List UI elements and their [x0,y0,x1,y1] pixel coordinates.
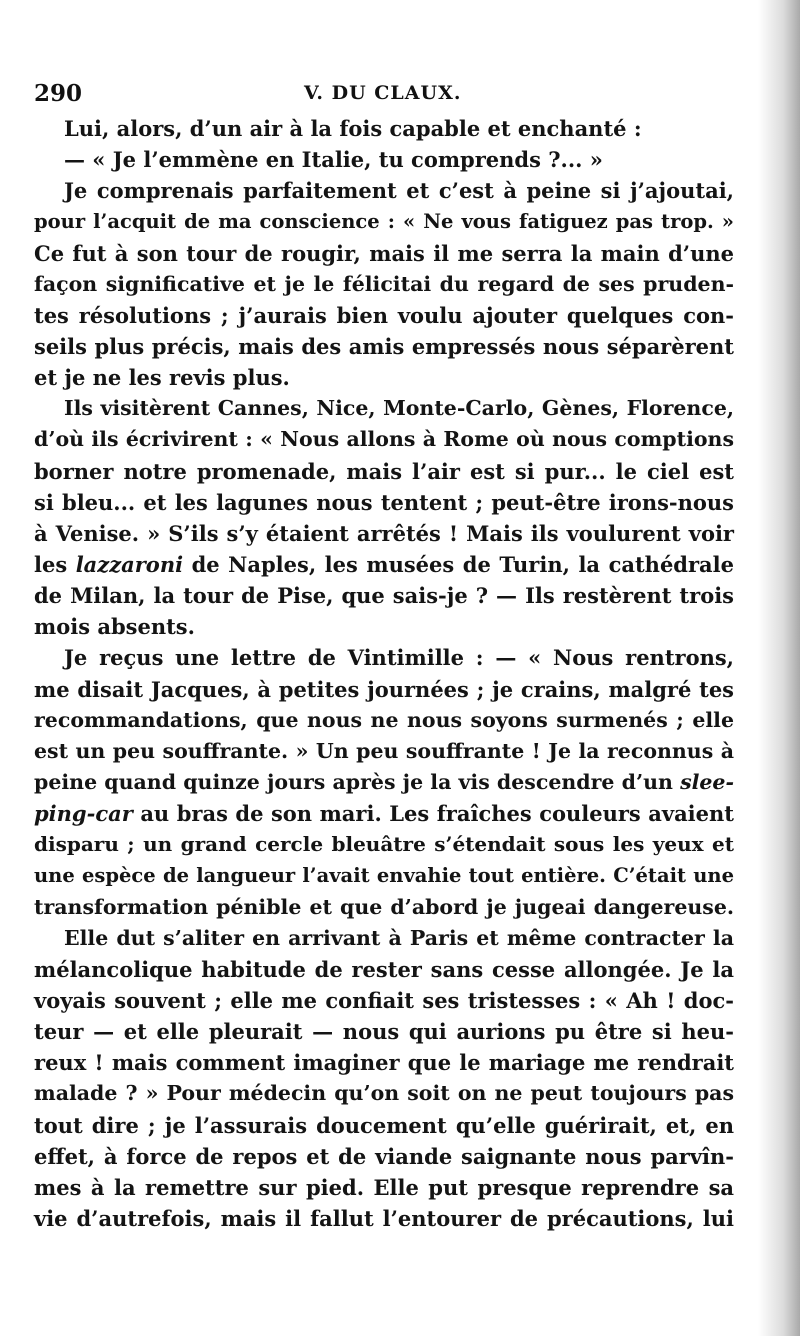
text-segment: Elle dut s’aliter en arrivant à Paris et même contracter la [64,925,734,950]
text-segment: reux ! mais comment imaginer que le mariage me rendrait [34,1050,734,1076]
text-segment: teur — et elle pleurait — nous qui aurions pu être si heu- [34,1019,734,1045]
text-line [34,487,734,518]
italic-text: lazzaroni [75,551,184,577]
text-line [34,705,734,736]
text-line [34,767,734,798]
italic-text: slee- [680,769,734,794]
text-segment: Je comprenais parfaitement et c’est à peine si j’ajoutai, [64,178,734,204]
text-line [34,829,734,860]
text-segment: vie d’autrefois, mais il fallut l’entourer de précautions, lui [34,1205,734,1231]
text-segment: Ils visitèrent Cannes, Nice, Monte-Carlo, Gènes, Florence, [64,396,734,421]
text-segment: effet, à force de repos et de viande saignante nous parvîn- [34,1143,734,1169]
text-segment: tout dire ; je l’assurais doucement qu’elle guérirait, et, en [34,1112,734,1138]
text-segment: pour l’acquit de ma conscience : « Ne vous fatiguez pas trop. » [34,210,734,234]
text-line [34,331,734,362]
text-segment: voyais souvent ; elle me confiait ses tristesses : « Ah ! doc- [34,987,734,1013]
text-segment: — « Je l’emmène en Italie, tu comprends ?... » [64,147,603,173]
text-line [34,611,734,642]
text-segment: Lui, alors, d’un air à la fois capable et enchanté : [64,116,642,141]
text-segment: Je reçus une lettre de Vintimille : — « Nous rentrons, [64,645,734,671]
body-text [34,113,734,1234]
text-segment: de Naples, les musées de Turin, la cathédrale [183,551,734,577]
text-segment: façon significative et je le félicitai du regard de ses pruden- [34,271,734,296]
text-segment: d’où ils écrivirent : « Nous allons à Rome où nous comptions [34,427,734,452]
text-line [34,238,734,269]
page-number: 290 [34,80,83,107]
text-segment: à Venise. » S’ils s’y étaient arrêtés ! Mais ils voulurent voir [34,520,734,546]
text-segment: est un peu souffrante. » Un peu souffrante ! Je la reconnus à [34,738,734,763]
text-segment: mes à la remettre sur pied. Elle put presque reprendre sa [34,1174,734,1200]
text-line [34,393,734,424]
text-segment: si bleu... et les lagunes nous tentent ; peut-être irons-nous [34,489,734,515]
text-line [34,269,734,300]
text-segment: mélancolique habitude de rester sans cesse allongée. Je la [34,956,734,982]
text-line [34,1141,734,1172]
text-segment: disparu ; un grand cercle bleuâtre s’étendait sous les yeux et [34,832,734,857]
text-line [34,892,734,923]
text-segment: peine quand quinze jours après je la vis descendre d’un [34,769,681,794]
text-line [34,580,734,611]
text-line [34,736,734,767]
text-segment: tes résolutions ; j’aurais bien voulu ajouter quelques con- [34,302,734,328]
text-line [34,518,734,549]
text-segment: borner notre promenade, mais l’air est si pur... le ciel est [34,458,734,484]
italic-text: ping-car [34,801,133,827]
text-line [34,674,734,705]
text-segment: mois absents. [34,614,195,640]
text-line [34,954,734,985]
text-line [34,549,734,580]
text-line [34,456,734,487]
text-line [34,860,734,891]
text-segment: seils plus précis, mais des amis empressés nous séparèrent [34,333,734,359]
text-line [34,1016,734,1047]
text-line [34,362,734,393]
text-line [34,1172,734,1203]
text-segment: malade ? » Pour médecin qu’on soit on ne peut toujours pas [34,1081,734,1106]
text-line [34,424,734,455]
text-segment: me disait Jacques, à petites journées ; je crains, malgré tes [34,676,734,702]
text-line [34,1203,734,1234]
text-segment: une espèce de langueur l’avait envahie tout entière. C’était une [34,864,734,888]
text-line [34,206,734,237]
text-segment: Ce fut à son tour de rougir, mais il me serra la main d’une [34,240,734,266]
text-segment: les [34,551,76,577]
text-segment: transformation pénible et que d’abord je jugeai dangereuse. [34,894,734,919]
text-segment: recommandations, que nous ne nous soyons surmenés ; elle [34,707,734,732]
text-line [34,144,734,175]
text-line [34,642,734,673]
text-segment: de Milan, la tour de Pise, que sais-je ? — Ils restèrent trois [34,583,734,609]
page-edge-shadow [758,0,800,1336]
text-line [34,985,734,1016]
text-line [34,1078,734,1109]
running-head: V. DU CLAUX. [304,82,462,104]
text-line [34,300,734,331]
text-line [34,1110,734,1141]
text-line [34,798,734,829]
text-line [34,923,734,954]
text-line [34,113,734,144]
page-header [34,80,734,114]
text-line [34,175,734,206]
text-line [34,1047,734,1078]
text-segment: et je ne les revis plus. [34,365,290,391]
text-segment: au bras de son mari. Les fraîches couleurs avaient [132,801,734,827]
